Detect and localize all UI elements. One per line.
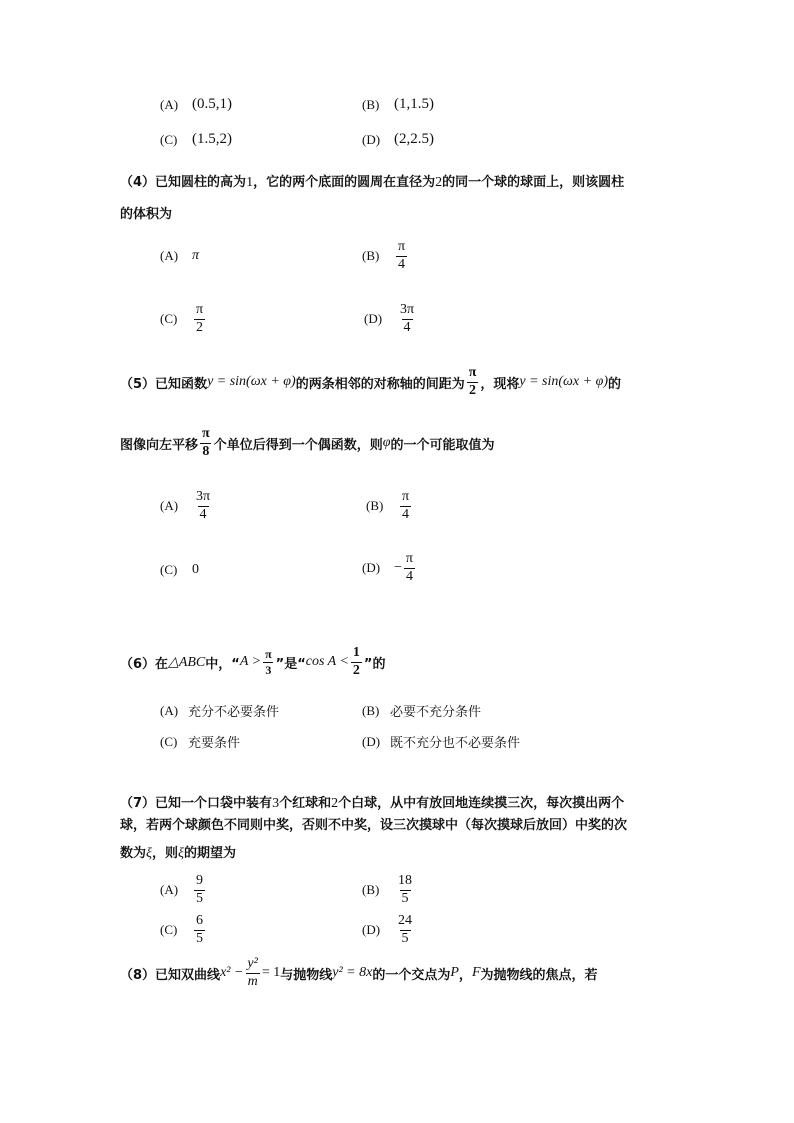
q4-option-c	[160, 303, 207, 335]
fraction	[194, 490, 212, 522]
text: 的两条相邻的对称轴的间距为	[295, 376, 465, 392]
option-label: (C)	[160, 311, 178, 327]
fraction	[245, 957, 259, 989]
denominator: 5	[196, 930, 203, 946]
denominator: 4	[398, 256, 406, 272]
denominator: 4	[403, 319, 411, 335]
question-number: （4）	[120, 175, 156, 190]
math: φ	[382, 435, 391, 451]
math: ξ	[146, 846, 153, 861]
q6-stem	[120, 646, 385, 678]
math: y = sin(ωx + φ)	[207, 374, 296, 390]
option-label: (A)	[160, 498, 179, 514]
q5-stem-line2	[120, 427, 494, 459]
q7-option-b	[362, 874, 416, 906]
option-label: (A)	[160, 702, 179, 718]
q4-option-a	[160, 248, 199, 264]
text: 的一个交点为	[372, 967, 451, 983]
fraction	[351, 646, 362, 678]
q6-option-c	[160, 732, 240, 751]
q7-stem-line2	[120, 814, 627, 833]
option-label: (A)	[160, 248, 179, 263]
q4-option-b	[362, 240, 409, 272]
fraction	[404, 552, 415, 584]
denominator: 5	[401, 890, 409, 906]
q7-option-c	[160, 914, 207, 946]
fraction	[396, 240, 407, 272]
q4-option-d	[364, 303, 418, 335]
numerator: π	[405, 551, 413, 566]
q7-stem-line3	[120, 842, 236, 862]
numerator: 1	[352, 645, 360, 660]
numerator: π	[196, 302, 204, 317]
q4-stem-line1	[120, 171, 624, 191]
option-value: 充要条件	[188, 736, 241, 751]
text: 的一个可能取值为	[390, 437, 495, 453]
option-label: (D)	[362, 733, 381, 749]
option-value: (1,1.5)	[394, 96, 434, 112]
denominator: 4	[199, 506, 207, 522]
math: 1	[246, 175, 254, 190]
option-label: (D)	[362, 131, 381, 147]
option-value: 0	[192, 562, 199, 577]
denominator: 2	[469, 382, 477, 398]
math: 2	[435, 175, 443, 190]
q7-option-d	[362, 914, 416, 946]
q6-option-b	[362, 701, 481, 720]
fraction	[194, 874, 205, 906]
fraction	[467, 366, 479, 398]
numerator: 6	[196, 913, 203, 928]
q6-option-d	[362, 732, 520, 751]
numerator: π	[402, 489, 410, 504]
denominator: m	[247, 973, 258, 989]
option-value: π	[192, 248, 200, 263]
q5-option-b	[366, 490, 413, 522]
math: x² −	[220, 965, 244, 981]
text: ，则	[152, 846, 179, 861]
q4-stem-line2	[120, 203, 172, 222]
math: ξ	[178, 846, 185, 861]
text: 的	[608, 376, 622, 392]
fraction	[194, 914, 205, 946]
q3-option-a	[160, 96, 232, 113]
denominator: 3	[265, 662, 272, 677]
option-value: 既不充分也不必要条件	[390, 736, 521, 751]
math: cos A <	[305, 654, 349, 670]
option-label: (B)	[362, 702, 380, 718]
denominator: 4	[402, 506, 410, 522]
fraction	[200, 427, 212, 459]
numerator: π	[468, 365, 477, 380]
denominator: 2	[352, 662, 360, 678]
q5-stem-line1	[120, 366, 621, 398]
option-label: (C)	[160, 562, 178, 577]
q6-option-a	[160, 701, 279, 720]
q7-option-a	[160, 874, 207, 906]
numerator: 18	[398, 873, 412, 888]
option-label: (D)	[364, 311, 383, 327]
text: 图像向左平移	[120, 437, 199, 453]
text: 的体积为	[120, 207, 173, 222]
fraction	[400, 490, 411, 522]
numerator: y²	[247, 956, 258, 971]
denominator: 4	[405, 568, 413, 584]
numerator: 3π	[400, 302, 415, 317]
numerator: π	[202, 426, 210, 441]
fraction	[194, 303, 205, 335]
text: 的同一个球的球面上，则该圆柱	[442, 175, 625, 190]
math: P	[450, 965, 459, 981]
text: ，	[458, 967, 472, 983]
text: 已知双曲线	[155, 967, 221, 983]
math: A >	[239, 654, 262, 670]
q5-option-a	[160, 490, 214, 522]
math: 3	[272, 796, 280, 811]
numerator: 3π	[196, 489, 211, 504]
option-label: (D)	[362, 560, 381, 576]
q3-option-c	[160, 131, 232, 148]
q7-stem-line1	[120, 792, 624, 812]
fraction	[396, 914, 414, 946]
numerator: 24	[398, 913, 412, 928]
q3-option-b	[362, 96, 434, 113]
text: ”的	[363, 656, 386, 672]
option-value: (2,2.5)	[394, 131, 434, 147]
text: 为抛物线的焦点，若	[480, 967, 598, 983]
option-label: (A)	[160, 882, 179, 898]
math: F	[471, 965, 481, 981]
option-value: (0.5,1)	[192, 96, 232, 112]
text: 的期望为	[184, 846, 237, 861]
option-label: (C)	[160, 922, 178, 938]
text: 个红球和	[279, 796, 332, 811]
option-value: 充分不必要条件	[188, 705, 280, 720]
text: ”是“	[275, 656, 306, 672]
question-number: （8）	[120, 967, 156, 983]
text: 在	[155, 656, 169, 672]
question-number: （6）	[120, 656, 156, 672]
text: ，现将	[480, 376, 520, 392]
fraction	[396, 874, 414, 906]
math: = 1	[261, 965, 281, 981]
text: 中，“	[205, 656, 240, 672]
text: 已知函数	[155, 376, 208, 392]
numerator: π	[265, 647, 272, 662]
q5-option-c	[160, 562, 199, 578]
text: 个白球，从中有放回地连续摸三次，每次摸出两个	[338, 796, 625, 811]
text: 球，若两个球颜色不同则中奖，否则不中奖，设三次摸球中（每次摸球后放回）中奖的次	[120, 818, 628, 833]
q8-stem	[120, 957, 598, 989]
denominator: 5	[401, 930, 409, 946]
math: y² = 8x	[332, 965, 373, 981]
option-label: (A)	[160, 96, 179, 112]
fraction	[263, 648, 274, 676]
question-number: （7）	[120, 796, 156, 811]
q3-option-d	[362, 131, 434, 148]
fraction	[398, 303, 416, 335]
numerator: π	[398, 239, 406, 254]
math: 2	[331, 796, 339, 811]
math: △ABC	[168, 654, 206, 670]
option-label: (B)	[362, 882, 380, 898]
numerator: 9	[196, 873, 203, 888]
minus-sign: −	[394, 560, 402, 576]
q5-option-d	[362, 552, 417, 584]
denominator: 2	[196, 319, 204, 335]
option-value: (1.5,2)	[192, 131, 232, 147]
text: 个单位后得到一个偶函数，则	[213, 437, 383, 453]
option-label: (B)	[366, 498, 384, 514]
option-label: (B)	[362, 96, 380, 112]
text: ，它的两个底面的圆周在直径为	[253, 175, 436, 190]
option-label: (D)	[362, 922, 381, 938]
text: 与抛物线	[280, 967, 333, 983]
option-label: (B)	[362, 248, 380, 264]
denominator: 8	[202, 443, 210, 459]
text: 数为	[120, 846, 147, 861]
text: 已知一个口袋中装有	[155, 796, 273, 811]
text: 已知圆柱的高为	[155, 175, 247, 190]
math: y = sin(ωx + φ)	[519, 374, 609, 390]
option-label: (C)	[160, 733, 178, 749]
option-label: (C)	[160, 131, 178, 147]
option-value: 必要不充分条件	[390, 705, 482, 720]
denominator: 5	[196, 890, 203, 906]
question-number: （5）	[120, 376, 156, 392]
